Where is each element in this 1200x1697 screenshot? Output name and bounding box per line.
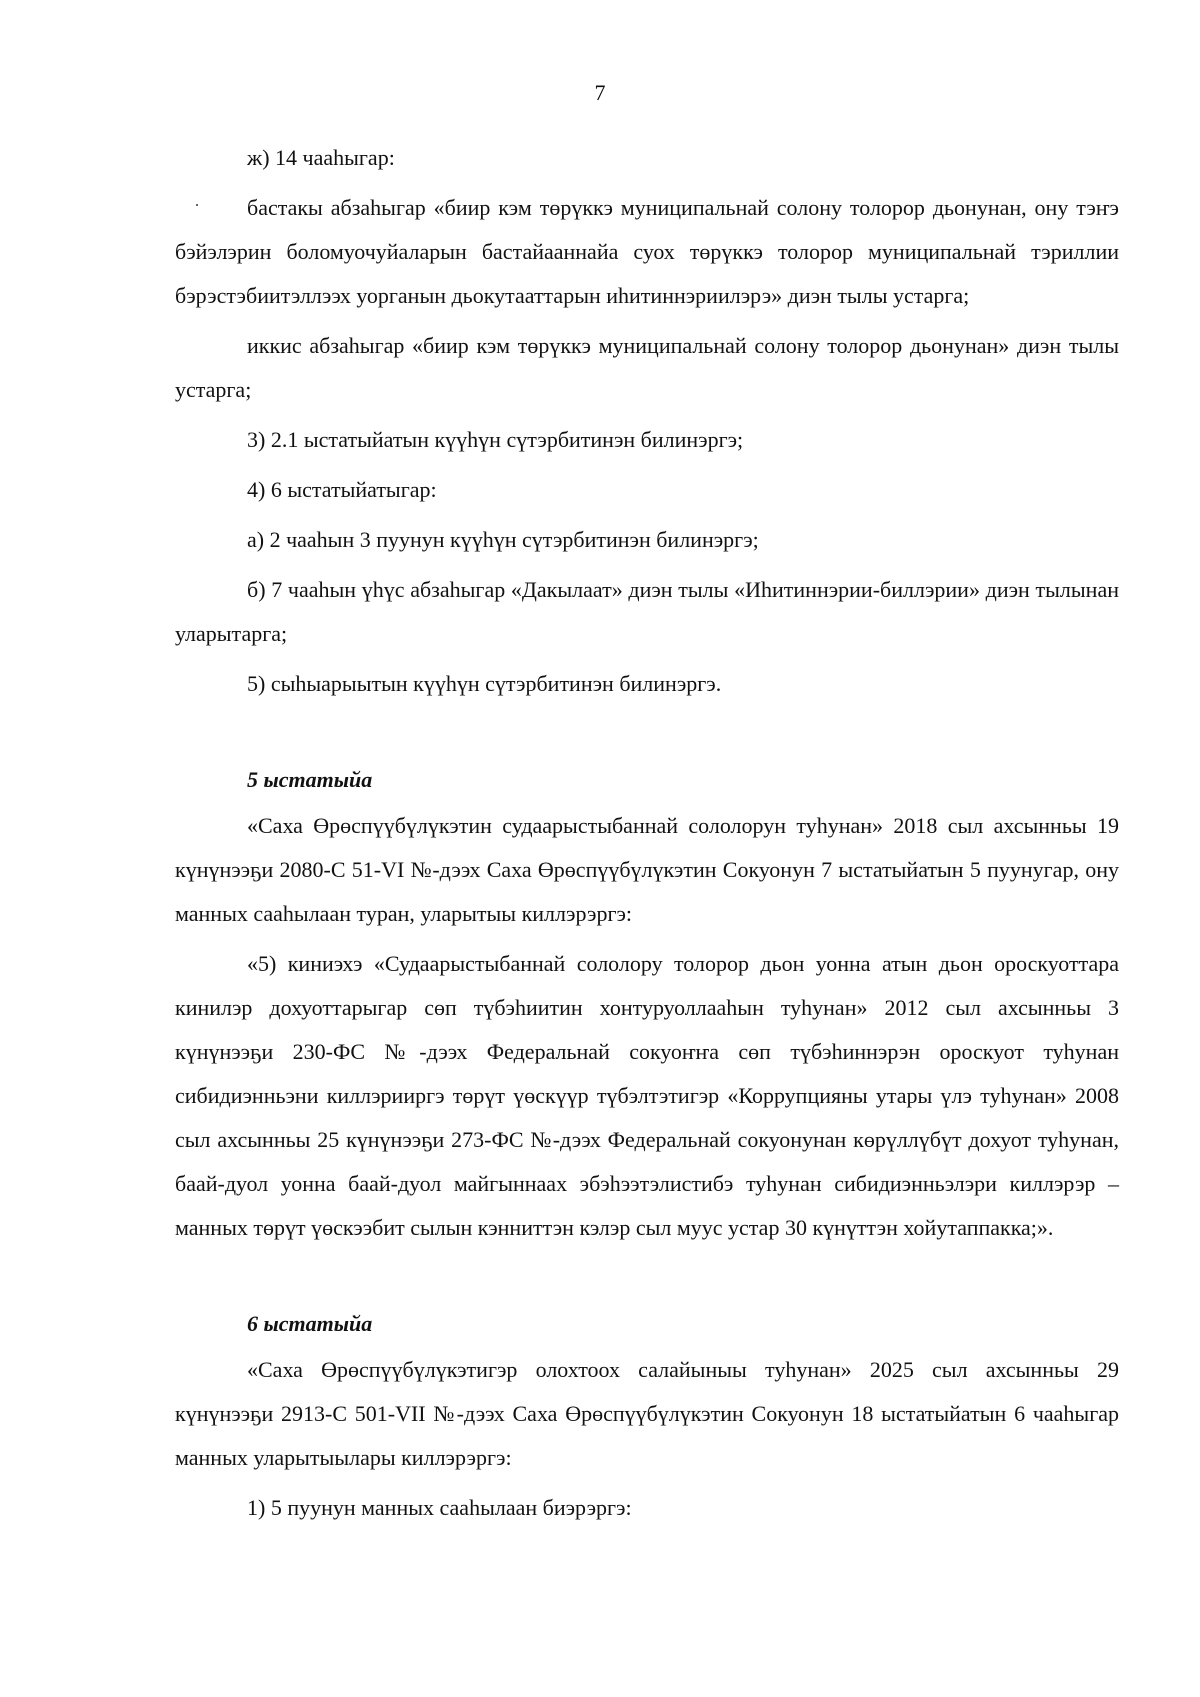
paragraph: 3) 2.1 ыстатыйатын күүһүн сүтэрбитинэн билинэргэ; — [247, 427, 744, 452]
paragraph: ж) 14 чааһыгар: — [247, 145, 395, 170]
article-5-heading: 5 ыстатыйа — [247, 767, 373, 792]
article-5-paragraph: «Саха Өрөспүүбүлүкэтин судаарыстыбаннай сололорун туһунан» 2018 сыл ахсынньы 19 күнүнээҕи 2080-С 51-VI №-дээх Саха Өрөспүүбүлүкэтин Сокуонун 7 ыстатыйатын 5 пуунугар, ону манных сааһылаан туран, уларытыы киллэрэргэ: — [175, 813, 1119, 926]
paragraph: а) 2 чааһын 3 пуунун күүһүн сүтэрбитинэн билинэргэ; — [247, 527, 759, 552]
paragraph: иккис абзаһыгар «биир кэм төрүккэ муниципальнай солону толорор дьонунан» диэн тылы устарга; — [175, 333, 1119, 402]
article-6-paragraph: 1) 5 пуунун манных сааһылаан биэрэргэ: — [247, 1495, 632, 1520]
paragraph: бастакы абзаһыгар «биир кэм төрүккэ муниципальнай солону толорор дьонунан, ону тэҥэ бэйэлэрин боломуочуйаларын бастайааннайа суох төрүккэ толорор муниципальнай тэриллии бэрэстэбиитэллээх уорганын дьокутааттарын иһитиннэриилэрэ» диэн тылы устарга; — [175, 195, 1119, 308]
article-5-paragraph: «5) киниэхэ «Судаарыстыбаннай сололору толорор дьон уонна атын дьон ороскуоттара кинилэр дохуоттарыгар сөп түбэһиитин хонтуруоллааһын туһунан» 2012 сыл ахсынньы 3 күнүнээҕи 230-ФС №-дээх Федеральнай сокуоҥҥа сөп түбэһиннэрэн ороскуот туһунан сибидиэнньэни киллэрииргэ төрүт үөскүүр түбэлтэтигэр «Коррупцияны утары үлэ туһунан» 2008 сыл ахсынньы 25 күнүнээҕи 273-ФС №-дээх Федеральнай сокуонунан көрүллүбүт дохуот туһунан, баай-дуол уонна баай-дуол майгыннаах эбэһээтэлистибэ туһунан сибидиэнньэлэри киллэрэр – манных төрүт үөскээбит сылын кэнниттэн кэлэр сыл муус устар 30 күнүттэн хойутаппакка;». — [175, 951, 1119, 1240]
page-number: 7 — [594, 80, 606, 105]
article-6-heading: 6 ыстатыйа — [247, 1311, 373, 1336]
article-6-paragraph: «Саха Өрөспүүбүлүкэтигэр олохтоох салайыныы туһунан» 2025 сыл ахсынньы 29 күнүнээҕи 2913-С 501-VII №-дээх Саха Өрөспүүбүлүкэтин Сокуонун 18 ыстатыйатын 6 чааһыгар манных уларытыылары киллэрэргэ: — [175, 1357, 1119, 1470]
paragraph: 5) сыһыарыытын күүһүн сүтэрбитинэн билинэргэ. — [247, 671, 722, 696]
document-body — [175, 136, 1119, 1536]
paragraph: 4) 6 ыстатыйатыгар: — [247, 477, 437, 502]
paragraph: б) 7 чааһын үһүс абзаһыгар «Дакылаат» диэн тылы «Иһитиннэрии-биллэрии» диэн тылынан уларытарга; — [175, 577, 1119, 646]
